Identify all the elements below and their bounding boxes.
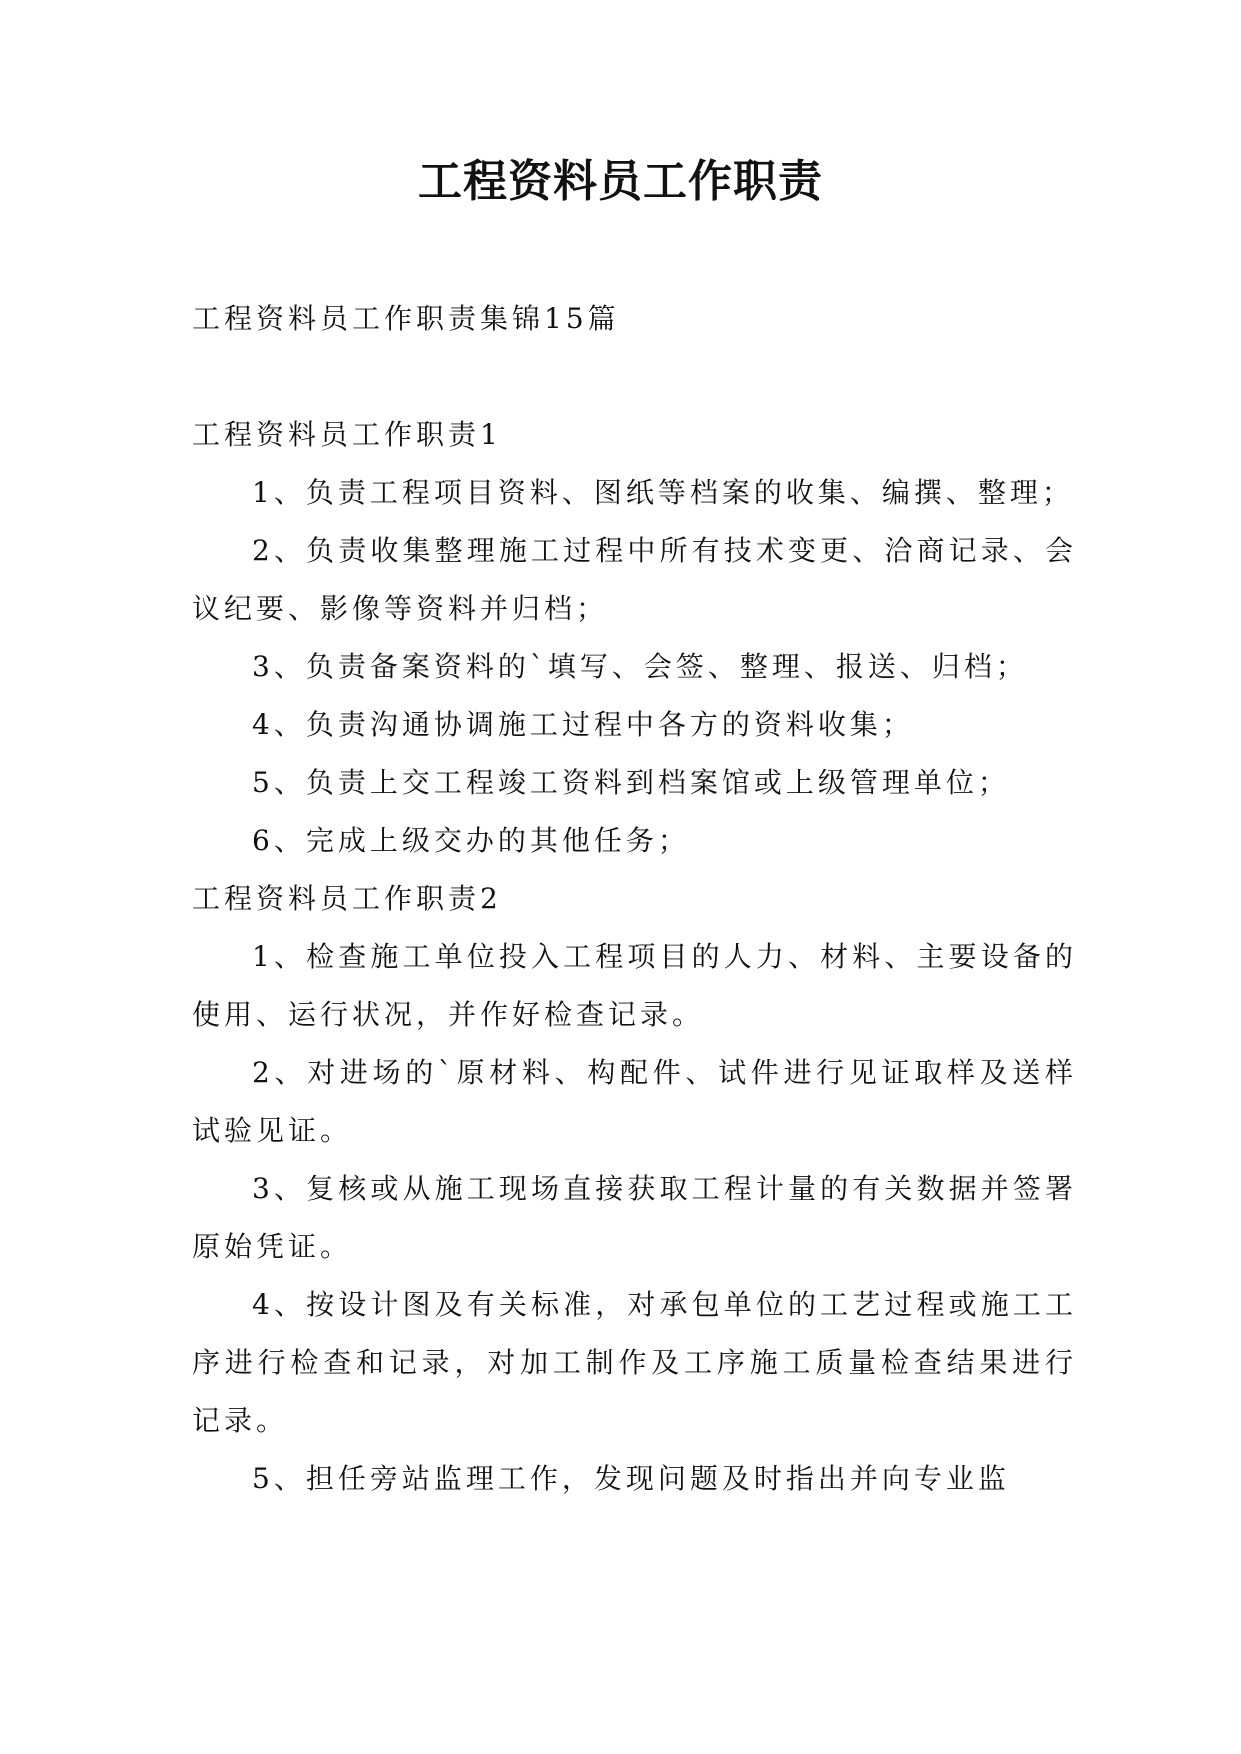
section-heading: 工程资料员工作职责1 xyxy=(192,418,502,451)
list-item: 5、负责上交工程竣工资料到档案馆或上级管理单位； xyxy=(252,766,1010,799)
list-item: 3、负责备案资料的`填写、会签、整理、报送、归档； xyxy=(252,650,1028,683)
section-heading: 工程资料员工作职责2 xyxy=(192,882,502,915)
list-item: 5、担任旁站监理工作，发现问题及时指出并向专业监 xyxy=(252,1462,1010,1495)
list-item: 4、按设计图及有关标准，对承包单位的工艺过程或施工工序进行检查和记录，对加工制作及工序施工质量检查结果进行记录。 xyxy=(192,1288,1077,1437)
list-item: 1、检查施工单位投入工程项目的人力、材料、主要设备的使用、运行状况，并作好检查记录。 xyxy=(192,940,1077,1031)
list-item: 2、对进场的`原材料、构配件、试件进行见证取样及送样试验见证。 xyxy=(192,1056,1077,1147)
document-body xyxy=(192,290,1077,1508)
section-2 xyxy=(192,870,1077,1508)
section-1 xyxy=(192,406,1077,870)
list-item: 4、负责沟通协调施工过程中各方的资料收集； xyxy=(252,708,914,741)
document-title: 工程资料员工作职责 xyxy=(418,156,823,207)
list-item: 6、完成上级交办的其他任务； xyxy=(252,824,690,857)
document-subtitle: 工程资料员工作职责集锦15篇 xyxy=(192,302,620,335)
list-item: 1、负责工程项目资料、图纸等档案的收集、编撰、整理； xyxy=(252,476,1074,509)
list-item: 3、复核或从施工现场直接获取工程计量的有关数据并签署原始凭证。 xyxy=(192,1172,1077,1263)
list-item: 2、负责收集整理施工过程中所有技术变更、洽商记录、会议纪要、影像等资料并归档； xyxy=(192,534,1077,625)
